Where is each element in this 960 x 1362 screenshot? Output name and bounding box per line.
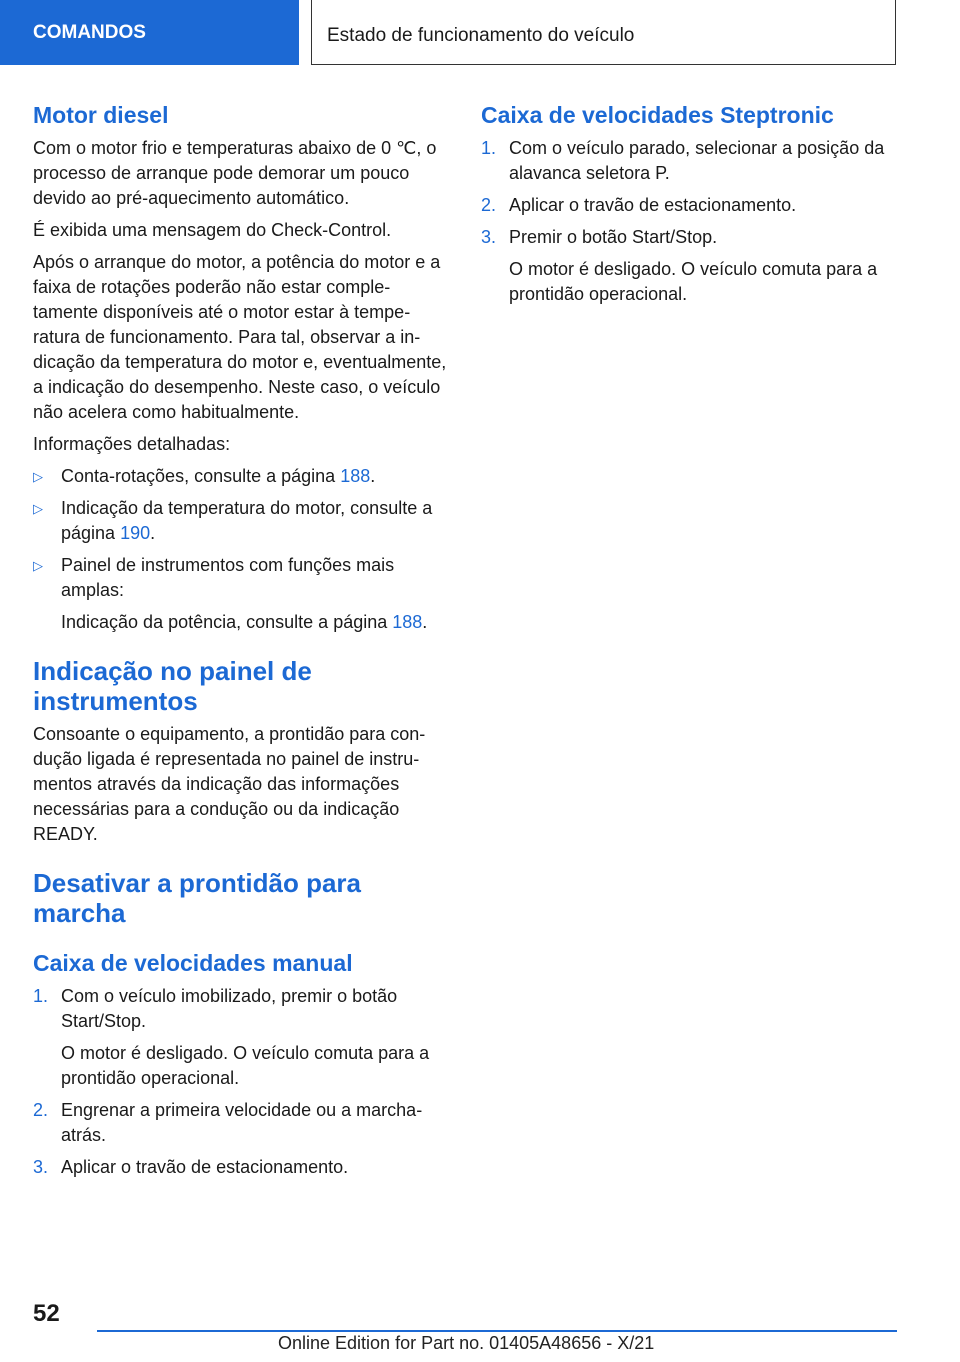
step-text: Aplicar o travão de estacionamento. <box>509 195 797 215</box>
step-number: 1. <box>481 138 497 158</box>
page-number: 52 <box>33 1300 60 1327</box>
list-item-text: Indicação da temperatura do motor, consulte a página <box>61 498 433 543</box>
step-item <box>481 193 901 218</box>
step-subtext: O motor é desligado. O veículo comuta para a prontidão operacional. <box>509 259 878 304</box>
punctuation: . <box>422 612 428 632</box>
step-subtext: O motor é desligado. O veículo comuta para a prontidão operacional. <box>61 1043 430 1088</box>
step-text: Aplicar o travão de estacionamento. <box>61 1157 349 1177</box>
section-title: COMANDOS <box>33 21 146 43</box>
paragraph: Consoante o equipamento, a prontidão para condução ligada é representada no painel de instrumentos através da indicação das informações necessárias para a condução ou da indicação READY. <box>33 724 426 844</box>
step-number: 2. <box>33 1100 49 1120</box>
heading-indicacao: Indicação no painel de instrumentos <box>33 656 312 716</box>
heading-desativar: Desativar a prontidão para marcha <box>33 868 361 928</box>
punctuation: . <box>150 523 156 543</box>
step-item <box>33 984 449 1091</box>
chapter-header <box>311 0 896 65</box>
step-text: Premir o botão Start/Stop. <box>509 227 718 247</box>
list-item <box>33 464 449 489</box>
step-text: Engrenar a primeira velocidade ou a marcha-atrás. <box>61 1100 423 1145</box>
step-item <box>481 225 901 307</box>
paragraph: Após o arranque do motor, a potência do motor e a faixa de rotações poderão não estar completamente disponíveis até o motor estar à temperatura de funcionamento. Para tal, observar a indicação da temperatura do motor e, eventualmente, a indicação do desempenho. Neste caso, o veículo não acelera como habitualmente. <box>33 252 447 422</box>
left-column <box>33 100 449 1187</box>
step-text: Com o veículo parado, selecionar a posição da alavanca seletora P. <box>509 138 885 183</box>
page-link[interactable]: 188 <box>392 612 423 632</box>
list-item <box>33 496 449 546</box>
manual-steps-list <box>33 984 449 1180</box>
triangle-bullet-icon: ▷ <box>33 501 43 516</box>
step-number: 3. <box>481 227 497 247</box>
triangle-bullet-icon: ▷ <box>33 558 43 573</box>
heading-caixa-manual: Caixa de velocidades manual <box>33 950 353 976</box>
footer-divider <box>97 1330 897 1332</box>
details-list <box>33 464 449 635</box>
chapter-title: Estado de funcionamento do veículo <box>327 25 635 46</box>
list-item <box>33 553 449 635</box>
step-number: 3. <box>33 1157 49 1177</box>
list-item-text: Conta-rotações, consulte a página <box>61 466 341 486</box>
page-link[interactable]: 188 <box>340 466 371 486</box>
footer-edition: Online Edition for Part no. 01405A48656 - X/21 <box>278 1333 655 1353</box>
step-item <box>33 1098 449 1148</box>
step-text: Com o veículo imobilizado, premir o botão Start/Stop. <box>61 986 398 1031</box>
punctuation: . <box>370 466 376 486</box>
paragraph: Informações detalhadas: <box>33 434 231 454</box>
step-number: 2. <box>481 195 497 215</box>
triangle-bullet-icon: ▷ <box>33 469 43 484</box>
page-link[interactable]: 190 <box>120 523 151 543</box>
step-item <box>33 1155 449 1180</box>
paragraph: Com o motor frio e temperaturas abaixo de 0 ℃, o processo de arranque pode demorar um pouco devido ao pré-aquecimento automático. <box>33 138 437 208</box>
paragraph: É exibida uma mensagem do Check-Control. <box>33 220 392 240</box>
list-item-subtext <box>61 610 449 635</box>
steptronic-steps-list <box>481 136 901 307</box>
step-number: 1. <box>33 986 49 1006</box>
section-tab <box>0 0 299 65</box>
step-item <box>481 136 901 186</box>
heading-caixa-steptronic: Caixa de velocidades Steptronic <box>481 102 834 128</box>
list-item-text: Painel de instrumentos com funções mais amplas: <box>61 555 395 600</box>
heading-motor-diesel: Motor diesel <box>33 102 169 128</box>
right-column <box>481 100 901 314</box>
list-item-subtext-body: Indicação da potência, consulte a página <box>61 612 393 632</box>
